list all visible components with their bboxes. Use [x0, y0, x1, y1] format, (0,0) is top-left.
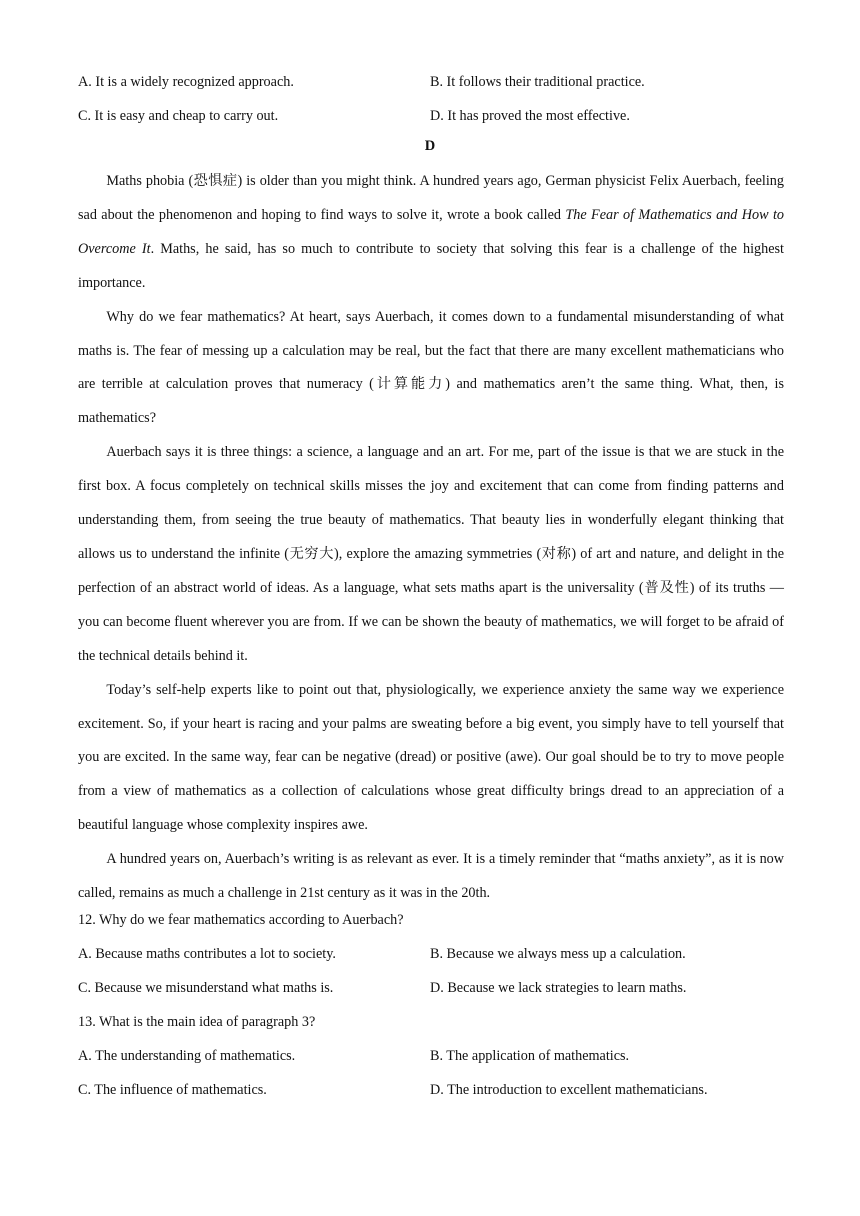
question-13-option-b: B. The application of mathematics.	[430, 1048, 630, 1064]
book-title: The Fear of Mathematics and How to Overcome It	[78, 206, 784, 257]
paragraph-2: Why do we fear mathematics? At heart, says Auerbach, it comes down to a fundamental misunderstanding of what maths is. The fear of messing up a calculation may be real, but the fact that there are many excellent mathematicians who are terrible at calculation proves that numeracy (计算能力) and mathematics aren’t the same thing. What, then, is mathematics?	[78, 308, 784, 427]
question-12-option-d: D. Because we lack strategies to learn maths.	[430, 980, 687, 996]
paragraph-3: Auerbach says it is three things: a science, a language and an art. For me, part of the issue is that we are stuck in the first box. A focus completely on technical skills misses the joy and excitement that can come from finding patterns and understanding them, from seeing the true beauty of mathematics. That beauty lies in wonderfully elegant thinking that allows us to understand the infinite (无穷大), explore the amazing symmetries (对称) of art and nature, and delight in the perfection of an abstract world of ideas. As a language, what sets maths apart is the universality (普及性) of its truths — you can become fluent wherever you are from. If we can be shown the beauty of mathematics, we will forget to be afraid of the technical details behind it.	[78, 444, 784, 664]
question-13-stem: 13. What is the main idea of paragraph 3?	[78, 1014, 316, 1030]
paragraph-1	[78, 165, 784, 301]
question-12-option-c: C. Because we misunderstand what maths is.	[78, 980, 334, 996]
question-12-stem: 12. Why do we fear mathematics according to Auerbach?	[78, 912, 404, 928]
prev-option-d: D. It has proved the most effective.	[430, 108, 630, 124]
question-13-option-c: C. The influence of mathematics.	[78, 1082, 267, 1098]
question-13-options-row-2	[78, 1082, 800, 1104]
prev-option-a: A. It is a widely recognized approach.	[78, 74, 294, 90]
prev-option-b: B. It follows their traditional practice.	[430, 74, 645, 90]
prev-option-c: C. It is easy and cheap to carry out.	[78, 108, 279, 124]
paragraph-4: Today’s self-help experts like to point out that, physiologically, we experience anxiety the same way we experience excitement. So, if your heart is racing and your palms are sweating before a big event, you simply have to tell yourself that you are excited. In the same way, fear can be negative (dread) or positive (awe). Our goal should be to try to move people from a view of mathematics as a collection of calculations whose great difficulty brings dread to an appreciation of a beautiful language whose complexity inspires awe.	[78, 681, 784, 834]
reading-passage	[78, 165, 784, 911]
question-12-options-row-2	[78, 980, 800, 1002]
question-13-options-row-1	[78, 1048, 800, 1070]
question-13-option-d: D. The introduction to excellent mathematicians.	[430, 1082, 708, 1098]
question-12-option-b: B. Because we always mess up a calculation.	[430, 946, 686, 962]
question-13-option-a: A. The understanding of mathematics.	[78, 1048, 296, 1064]
paragraph-1-part-b: . Maths, he said, has so much to contribute to society that solving this fear is a challenge of the highest importance.	[78, 240, 784, 291]
paragraph-5: A hundred years on, Auerbach’s writing is as relevant as ever. It is a timely reminder that “maths anxiety”, as it is now called, remains as much a challenge in 21st century as it was in the 20th.	[78, 851, 784, 902]
question-12-options-row-1	[78, 946, 800, 968]
section-heading: D	[424, 138, 436, 154]
paragraph-1-part-a: Maths phobia (恐惧症) is older than you might think. A hundred years ago, German physicist Felix Auerbach, feeling sad about the phenomenon and hoping to find ways to solve it, wrote a book called	[78, 173, 784, 223]
prev-options-row-2	[78, 108, 800, 130]
question-12-option-a: A. Because maths contributes a lot to society.	[78, 946, 336, 962]
prev-options-row-1	[78, 74, 800, 96]
